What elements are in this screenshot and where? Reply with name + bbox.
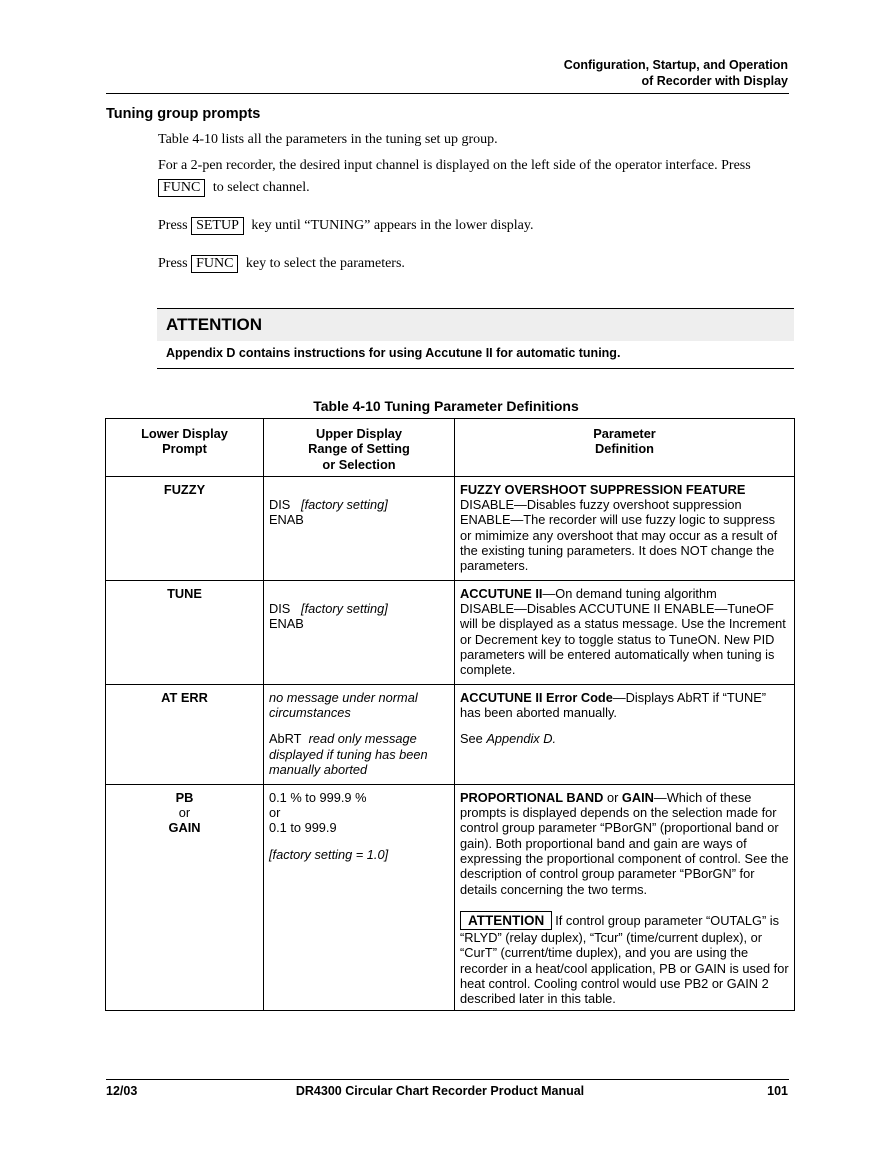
footer-date: 12/03: [106, 1084, 138, 1098]
col-header-prompt: Lower Display Prompt: [106, 419, 264, 477]
attention-text: Appendix D contains instructions for using Accutune II for automatic tuning.: [166, 346, 621, 360]
col-header-definition: Parameter Definition: [455, 419, 795, 477]
table-row-pb-gain: [106, 784, 795, 1011]
definition-tune-text: DISABLE—Disables ACCUTUNE II ENABLE—TuneOF will be displayed as a status message. Use the Increment or Decrement key to toggle status to TuneON. New PID parameters will be entered automatically when tuning is complete.: [460, 601, 786, 678]
definition-fuzzy: [455, 476, 795, 580]
setup-text-end: key until “TUNING” appears in the lower display.: [251, 218, 534, 233]
page-header: [564, 57, 788, 89]
table-row-at-err: [106, 684, 795, 784]
channel-text-end: to select channel.: [212, 180, 310, 195]
attention-title: ATTENTION: [157, 309, 794, 341]
channel-text: For a 2-pen recorder, the desired input channel is displayed on the left side of the operator interface. Press: [158, 158, 751, 173]
attention-block: [157, 308, 794, 369]
setup-key-label: SETUP: [191, 217, 244, 235]
select-text-start: Press: [158, 256, 188, 271]
definition-pb-gain: PROPORTIONAL BAND or GAIN—Which of these prompts is displayed depends on the selection made for control group parameter “PBorGN” (proportional band or gain). Both proportional band and gain are ways of expressing the proportional component of control. See the description of control group parameter “PBorGN” for details concerning the two terms. ATTENTION If control group parameter “OUTALG” is “RLYD” (relay duplex), “Tcur” (time/current duplex), or “CurT” (current/time duplex), and you are using the recorder in a heat/cool application, PB or GAIN is used for heat control. Cooling control would use PB2 or GAIN 2 described later in this table.: [455, 784, 795, 1011]
table-header-row: [106, 419, 795, 477]
select-paragraph: [158, 253, 788, 275]
col-header-range: Upper Display Range of Setting or Selection: [264, 419, 455, 477]
range-tune: DIS [factory setting] ENAB: [264, 580, 455, 684]
attention-note: If control group parameter “OUTALG” is “RLYD” (relay duplex), “Tcur” (time/current duplex), or “CurT” (current/time duplex), and you are using the recorder in a heat/cool application, PB or GAIN is used for heat control. Cooling control would use PB2 or GAIN 2 described later in this table.: [460, 912, 789, 1007]
setup-paragraph: [158, 215, 788, 237]
prompt-fuzzy: FUZZY: [106, 476, 264, 580]
intro-paragraph: Table 4-10 lists all the parameters in the tuning set up group.: [158, 132, 498, 147]
footer-divider: [106, 1079, 789, 1080]
range-fuzzy: DIS [factory setting] ENAB: [264, 476, 455, 580]
header-divider: [106, 93, 789, 94]
table-row-tune: [106, 580, 795, 684]
select-text-end: key to select the parameters.: [245, 256, 405, 271]
attention-label: ATTENTION: [460, 911, 552, 930]
prompt-pb-gain: PB or GAIN: [106, 784, 264, 1011]
channel-paragraph: [158, 155, 788, 199]
footer-manual-title: DR4300 Circular Chart Recorder Product Manual: [295, 1084, 585, 1098]
table-row-fuzzy: [106, 476, 795, 580]
table-title: Table 4-10 Tuning Parameter Definitions: [313, 398, 579, 414]
tuning-parameter-table: [105, 418, 795, 1011]
section-title: Tuning group prompts: [106, 106, 261, 122]
prompt-at-err: AT ERR: [106, 684, 264, 784]
footer-page-number: 101: [767, 1084, 788, 1098]
range-at-err: no message under normal circumstances AbRT read only message displayed if tuning has been manually aborted: [264, 684, 455, 784]
header-line-2: of Recorder with Display: [641, 74, 788, 88]
setup-text-start: Press: [158, 218, 188, 233]
func-key-label: FUNC: [158, 179, 205, 197]
definition-tune: ACCUTUNE II—On demand tuning algorithm DISABLE—Disables ACCUTUNE II ENABLE—TuneOF will be displayed as a status message. Use the Increment or Decrement key to toggle status to TuneON. New PID parameters will be entered automatically when tuning is complete.: [455, 580, 795, 684]
definition-at-err: ACCUTUNE II Error Code—Displays AbRT if “TUNE” has been aborted manually. See Appendix D.: [455, 684, 795, 784]
definition-fuzzy-title: FUZZY OVERSHOOT SUPPRESSION FEATURE: [460, 481, 746, 497]
header-line-1: Configuration, Startup, and Operation: [563, 58, 788, 72]
func-key-label-2: FUNC: [191, 255, 238, 273]
prompt-tune: TUNE: [106, 580, 264, 684]
range-pb-gain: 0.1 % to 999.9 % or 0.1 to 999.9 [factory setting = 1.0]: [264, 784, 455, 1011]
definition-fuzzy-text: DISABLE—Disables fuzzy overshoot suppression ENABLE—The recorder will use fuzzy logic to suppress or mimimize any overshoot that may occur as a result of the existing tuning parameters. It does NOT change the parameters.: [460, 497, 778, 574]
